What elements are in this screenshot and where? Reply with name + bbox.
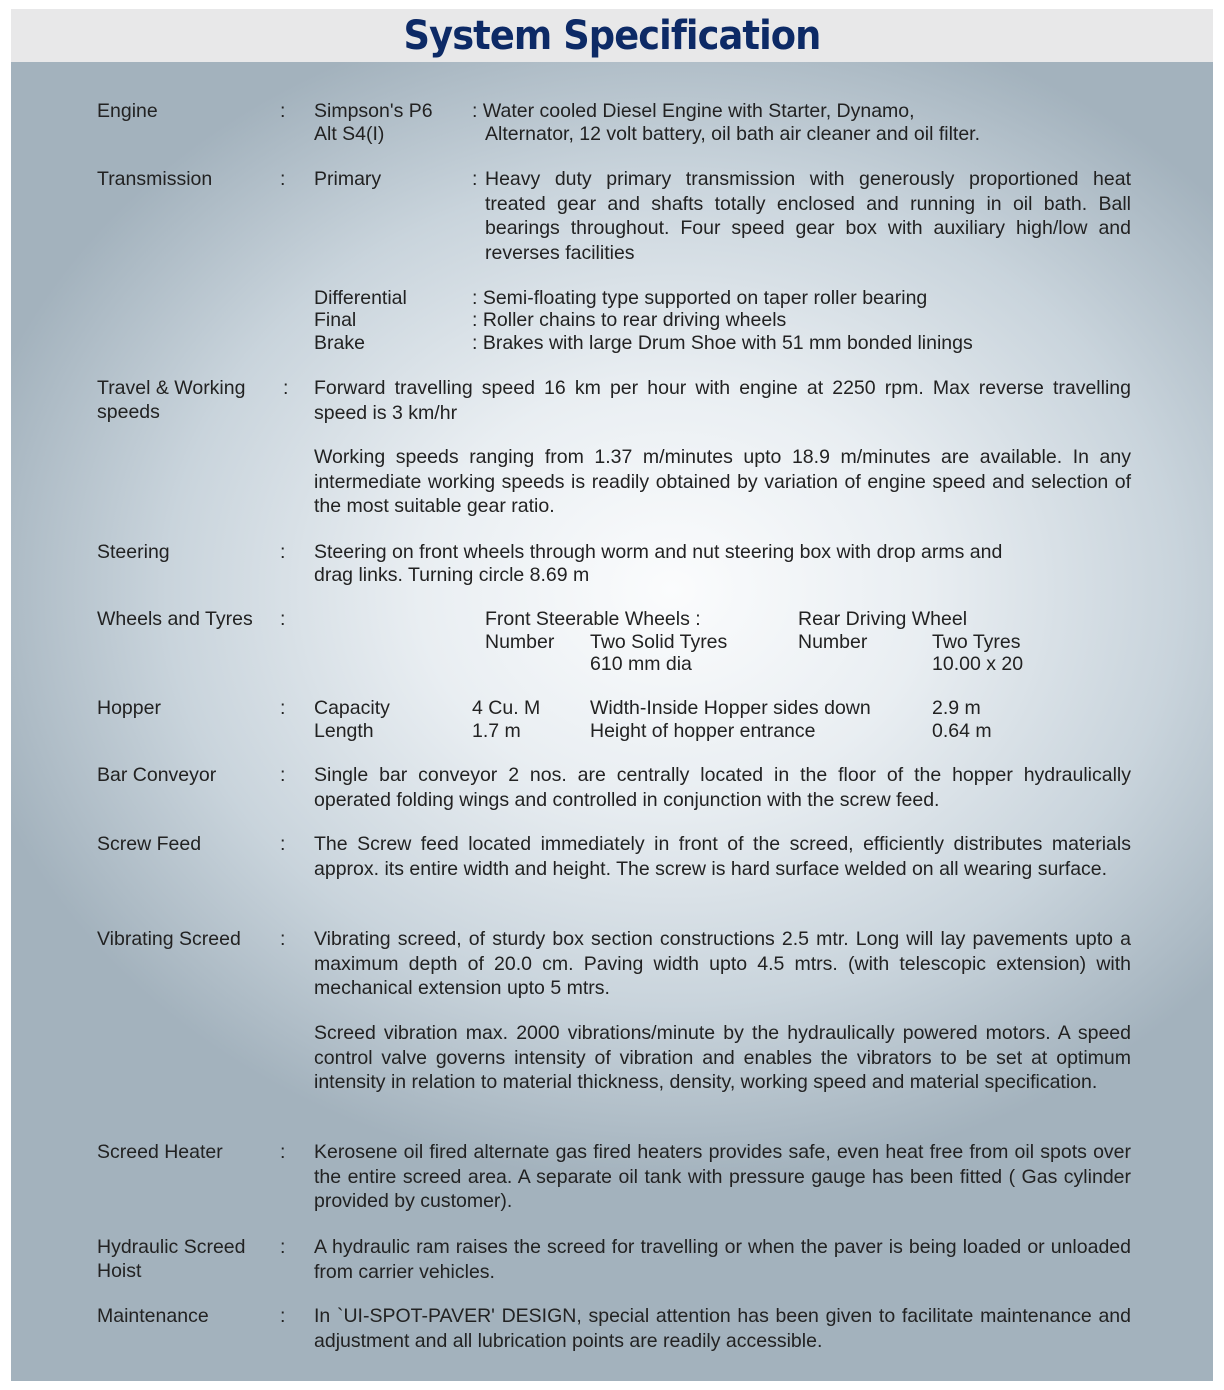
front-size: 610 mm dia (590, 653, 692, 675)
travel-para-1: Forward travelling speed 16 km per hour with engine at 2250 rpm. Max reverse travelling speed is 3 km/hr (314, 377, 1131, 424)
wheels-label: Wheels and Tyres (97, 608, 253, 630)
hoist-label-2: Hoist (97, 1260, 142, 1282)
separator: : (280, 833, 286, 855)
height-value: 0.64 m (932, 720, 992, 742)
separator: : (472, 168, 478, 190)
brake-label: Brake (314, 332, 365, 354)
travel-label-2: speeds (97, 401, 160, 423)
engine-label: Engine (97, 100, 158, 122)
engine-desc-2: Alternator, 12 volt battery, oil bath air cleaner and oil filter. (485, 123, 980, 145)
bar-conveyor-label: Bar Conveyor (97, 764, 217, 786)
rear-number-value: Two Tyres (932, 631, 1021, 653)
page-title: System Specification (403, 13, 821, 59)
primary-label: Primary (314, 168, 382, 190)
brake-desc: : Brakes with large Drum Shoe with 51 mm bonded linings (472, 332, 973, 354)
differential-desc: : Semi-floating type supported on taper roller bearing (472, 287, 928, 309)
separator: : (280, 100, 286, 122)
vibrating-screed-para-2: Screed vibration max. 2000 vibrations/minute by the hydraulically powered motors. A speed control valve governs intensity of vibration and enables the vibrators to be set at optimum intensity in relation to material thickness, density, working speed and material specification. (314, 1022, 1131, 1093)
length-label: Length (314, 720, 374, 742)
bar-conveyor-desc: Single bar conveyor 2 nos. are centrally located in the floor of the hopper hydraulically operated folding wings and controlled in conjunction with the screw feed. (314, 764, 1131, 811)
travel-para-2: Working speeds ranging from 1.37 m/minutes upto 18.9 m/minutes are available. In any intermediate working speeds is readily obtained by variation of engine speed and selection of the most suitable gear ratio. (314, 446, 1131, 517)
separator: : (283, 377, 289, 399)
separator: : (280, 608, 286, 630)
final-label: Final (314, 309, 357, 331)
separator: : (280, 1141, 286, 1163)
steering-label: Steering (97, 541, 170, 563)
hoist-desc: A hydraulic ram raises the screed for travelling or when the paver is being loaded or unloaded from carrier vehicles. (314, 1236, 1131, 1283)
hoist-label-1: Hydraulic Screed (97, 1236, 246, 1258)
rear-number-label: Number (798, 631, 868, 653)
separator: : (280, 764, 286, 786)
engine-desc-1: : Water cooled Diesel Engine with Starter, Dynamo, (472, 100, 915, 122)
screw-feed-label: Screw Feed (97, 833, 202, 855)
separator: : (280, 1236, 286, 1258)
capacity-label: Capacity (314, 697, 390, 719)
front-number-label: Number (485, 631, 555, 653)
engine-model-1: Simpson's P6 (314, 100, 433, 122)
steering-line-2: drag links. Turning circle 8.69 m (314, 564, 590, 586)
screed-heater-desc: Kerosene oil fired alternate gas fired heaters provides safe, even heat free from oil spots over the entire screed area. A separate oil tank with pressure gauge has been fitted ( Gas cylinder provided by customer). (314, 1141, 1131, 1212)
primary-desc: Heavy duty primary transmission with generously proportioned heat treated gear and shafts totally enclosed and running in oil bath. Ball bearings throughout. Four speed gear box with auxiliary high/low and reverses facilities (485, 168, 1131, 264)
rear-size: 10.00 x 20 (932, 653, 1024, 675)
transmission-label: Transmission (97, 168, 213, 190)
height-label: Height of hopper entrance (590, 720, 816, 742)
maintenance-label: Maintenance (97, 1305, 209, 1327)
width-value: 2.9 m (932, 697, 981, 719)
steering-line-1: Steering on front wheels through worm and nut steering box with drop arms and (314, 541, 1003, 563)
travel-label-1: Travel & Working (97, 377, 246, 399)
hopper-label: Hopper (97, 697, 161, 719)
differential-label: Differential (314, 287, 407, 309)
screw-feed-desc: The Screw feed located immediately in front of the screed, efficiently distributes materials approx. its entire width and height. The screw is hard surface welded on all wearing surface. (314, 833, 1131, 880)
capacity-value: 4 Cu. M (472, 697, 541, 719)
separator: : (280, 928, 286, 950)
vibrating-screed-label: Vibrating Screed (97, 928, 241, 950)
engine-model-2: Alt S4(I) (314, 123, 385, 145)
final-desc: : Roller chains to rear driving wheels (472, 309, 787, 331)
front-wheels-header: Front Steerable Wheels : (485, 608, 701, 630)
length-value: 1.7 m (472, 720, 521, 742)
screed-heater-label: Screed Heater (97, 1141, 223, 1163)
width-label: Width-Inside Hopper sides down (590, 697, 871, 719)
maintenance-desc: In `UI-SPOT-PAVER' DESIGN, special attention has been given to facilitate maintenance and adjustment and all lubrication points are readily accessible. (314, 1305, 1131, 1352)
rear-wheel-header: Rear Driving Wheel (798, 608, 968, 630)
separator: : (280, 168, 286, 190)
separator: : (280, 697, 286, 719)
front-number-value: Two Solid Tyres (590, 631, 728, 653)
vibrating-screed-para-1: Vibrating screed, of sturdy box section constructions 2.5 mtr. Long will lay pavements upto a maximum depth of 20.0 cm. Paving width upto 4.5 mtrs. (with telescopic extension) with mechanical extension upto 5 mtrs. (314, 928, 1131, 999)
separator: : (280, 1305, 286, 1327)
separator: : (280, 541, 286, 563)
